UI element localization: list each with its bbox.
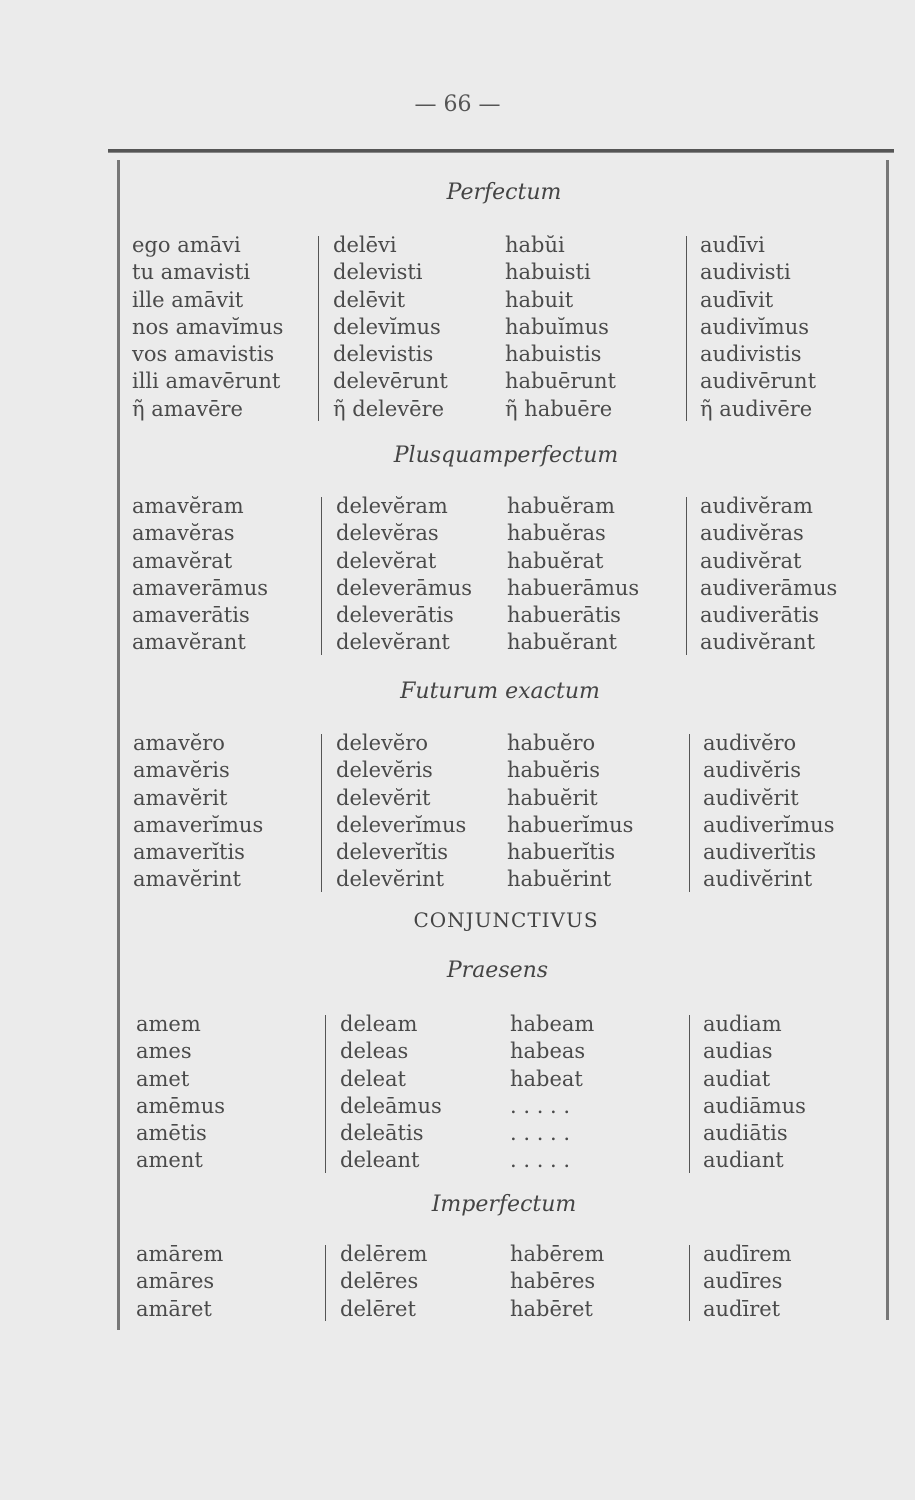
verb-form: audiverāmus	[700, 575, 838, 600]
second-conjugation-column	[336, 493, 472, 657]
verb-form: amavĕris	[133, 758, 230, 783]
verb-form: audivĭmus	[700, 314, 809, 339]
section-heading: Praesens	[446, 958, 549, 983]
verb-form: audivĕro	[703, 731, 797, 755]
column-separator	[689, 1015, 690, 1173]
section-heading: Imperfectum	[431, 1192, 577, 1217]
verb-form: audivistis	[700, 342, 802, 367]
verb-form: amavĕrat	[132, 548, 233, 573]
verb-form: amavĕrit	[133, 785, 228, 810]
verb-form: delevĭmus	[333, 314, 441, 339]
verb-form: habuerĭmus	[507, 812, 634, 837]
section-heading: Perfectum	[446, 180, 562, 205]
verb-form: audivērunt	[700, 369, 817, 394]
verb-form: deleverātis	[336, 603, 454, 628]
verb-form: audivĕrant	[700, 630, 816, 655]
verb-form: audīret	[703, 1296, 781, 1321]
verb-form: habēres	[510, 1269, 596, 1294]
second-conjugation-column	[340, 1011, 442, 1175]
verb-form: habuĕrint	[507, 867, 612, 892]
verb-form: delēres	[340, 1269, 419, 1294]
verb-form: amet	[136, 1066, 190, 1091]
verb-form: audiat	[703, 1066, 771, 1091]
first-conjugation-column	[136, 1241, 223, 1323]
verb-form: amavĕro	[133, 731, 225, 755]
verb-form: habuerāmus	[507, 575, 640, 600]
verb-form: ego amāvi	[132, 233, 241, 257]
verb-form: amavĕrant	[132, 630, 246, 655]
verb-form: deleāmus	[340, 1093, 442, 1118]
verb-form: delevērunt	[333, 369, 448, 394]
verb-form: habuerĭtis	[507, 840, 616, 865]
verb-form: amāres	[136, 1269, 215, 1294]
verb-form: audivĕram	[700, 494, 813, 518]
page-number: — 66 —	[414, 92, 501, 117]
verb-form: audiverĭtis	[703, 840, 817, 865]
verb-form: audiātis	[703, 1121, 788, 1146]
verb-form: . . . . .	[510, 1121, 571, 1146]
verb-form: ille amāvit	[132, 287, 244, 312]
verb-form: audīrem	[703, 1242, 792, 1266]
mood-heading: CONJUNCTIVUS	[413, 908, 599, 932]
verb-form: habuĕrat	[507, 548, 604, 573]
fourth-conjugation-column	[700, 232, 816, 423]
second-conjugation-b-column	[510, 1241, 604, 1323]
verb-form: audiant	[703, 1148, 784, 1173]
first-conjugation-column	[132, 232, 283, 423]
fourth-conjugation-column	[703, 1011, 806, 1175]
verb-form: habuĕram	[507, 494, 615, 518]
first-conjugation-column	[133, 730, 263, 894]
verb-form: habērem	[510, 1242, 605, 1266]
verb-form: amāret	[136, 1296, 212, 1321]
verb-form: delevĕras	[336, 521, 439, 546]
second-conjugation-column	[340, 1241, 427, 1323]
verb-form: habuĕris	[507, 758, 600, 783]
verb-form: audīvi	[700, 233, 765, 257]
verb-form: delevĕrat	[336, 548, 437, 573]
verb-form: amavĕrint	[133, 867, 241, 892]
verb-form: delevisti	[333, 260, 423, 285]
verb-form: delēvi	[333, 233, 397, 257]
verb-form: . . . . .	[510, 1148, 571, 1173]
verb-form: amaverĭmus	[133, 812, 264, 837]
verb-form: delevĕrint	[336, 867, 445, 892]
verb-form: amārem	[136, 1242, 224, 1266]
verb-form: audīvit	[700, 287, 774, 312]
verb-form: tu amavisti	[132, 260, 251, 285]
verb-form: audivisti	[700, 260, 791, 285]
column-separator	[686, 236, 687, 421]
verb-form: deleātis	[340, 1121, 424, 1146]
verb-form: ῆ delevēre	[333, 396, 445, 421]
verb-form: audiverātis	[700, 603, 819, 628]
fourth-conjugation-column	[703, 730, 834, 894]
verb-form: habuĕrant	[507, 630, 617, 655]
verb-form: habuĭmus	[505, 314, 609, 339]
verb-form: audiverĭmus	[703, 812, 835, 837]
verb-form: deleverĭtis	[336, 840, 448, 865]
verb-form: audiāmus	[703, 1093, 806, 1118]
verb-form: delevĕris	[336, 758, 433, 783]
verb-form: audivĕrint	[703, 867, 813, 892]
verb-form: deleverāmus	[336, 575, 473, 600]
verb-form: deleant	[340, 1148, 420, 1173]
column-separator	[321, 734, 322, 892]
verb-form: audivĕrit	[703, 785, 799, 810]
verb-form: habēret	[510, 1296, 593, 1321]
verb-form: audiam	[703, 1012, 782, 1036]
column-separator	[325, 1015, 326, 1173]
verb-form: . . . . .	[510, 1093, 571, 1118]
verb-form: audivĕras	[700, 521, 804, 546]
verb-form: habuĕro	[507, 731, 596, 755]
verb-form: audivĕrat	[700, 548, 802, 573]
second-conjugation-column	[336, 730, 466, 894]
verb-form: delēret	[340, 1296, 416, 1321]
first-conjugation-column	[132, 493, 268, 657]
verb-form: ῆ amavēre	[132, 396, 243, 421]
verb-form: delevĕrit	[336, 785, 431, 810]
verb-form: habuisti	[505, 260, 591, 285]
verb-form: ames	[136, 1039, 192, 1064]
verb-form: nos amavĭmus	[132, 314, 284, 339]
column-separator	[321, 497, 322, 655]
verb-form: delevĕro	[336, 731, 428, 755]
verb-form: deleat	[340, 1066, 406, 1091]
verb-form: illi amavērunt	[132, 369, 281, 394]
verb-form: amem	[136, 1012, 201, 1036]
verb-form: habuĕras	[507, 521, 606, 546]
verb-form: delērem	[340, 1242, 428, 1266]
column-separator	[686, 497, 687, 655]
verb-form: ῆ audivēre	[700, 396, 813, 421]
verb-form: habuit	[505, 287, 574, 312]
verb-form: habuĕrit	[507, 785, 598, 810]
verb-form: audīres	[703, 1269, 783, 1294]
top-rule	[108, 149, 894, 153]
left-border	[117, 160, 120, 1330]
verb-form: delevĕram	[336, 494, 448, 518]
verb-form: habuērunt	[505, 369, 616, 394]
second-conjugation-b-column	[510, 1011, 594, 1175]
verb-form: amaverātis	[132, 603, 250, 628]
verb-form: ament	[136, 1148, 203, 1173]
second-conjugation-b-column	[507, 730, 633, 894]
verb-form: deleas	[340, 1039, 409, 1064]
verb-form: deleverĭmus	[336, 812, 467, 837]
verb-form: deleam	[340, 1012, 418, 1036]
verb-form: habuerātis	[507, 603, 621, 628]
verb-form: habuistis	[505, 342, 602, 367]
verb-form: audivĕris	[703, 758, 802, 783]
second-conjugation-b-column	[507, 493, 639, 657]
verb-form: habŭi	[505, 233, 565, 257]
verb-form: habeas	[510, 1039, 586, 1064]
verb-form: delēvit	[333, 287, 406, 312]
second-conjugation-b-column	[505, 232, 616, 423]
verb-form: amaverĭtis	[133, 840, 245, 865]
verb-form: habeam	[510, 1012, 595, 1036]
verb-form: vos amavistis	[132, 342, 275, 367]
section-heading: Plusquamperfectum	[393, 443, 619, 468]
verb-form: delevĕrant	[336, 630, 450, 655]
fourth-conjugation-column	[700, 493, 837, 657]
right-border	[886, 160, 889, 1320]
column-separator	[689, 1245, 690, 1321]
section-heading: Futurum exactum	[400, 679, 600, 704]
verb-form: delevistis	[333, 342, 434, 367]
verb-form: amēmus	[136, 1093, 226, 1118]
column-separator	[689, 734, 690, 892]
verb-form: amavĕras	[132, 521, 235, 546]
verb-form: amaverāmus	[132, 575, 269, 600]
second-conjugation-column	[333, 232, 448, 423]
first-conjugation-column	[136, 1011, 225, 1175]
verb-form: ῆ habuēre	[505, 396, 613, 421]
verb-form: amavĕram	[132, 494, 244, 518]
column-separator	[318, 236, 319, 421]
fourth-conjugation-column	[703, 1241, 792, 1323]
verb-form: audias	[703, 1039, 773, 1064]
column-separator	[325, 1245, 326, 1321]
verb-form: amētis	[136, 1121, 207, 1146]
verb-form: habeat	[510, 1066, 583, 1091]
